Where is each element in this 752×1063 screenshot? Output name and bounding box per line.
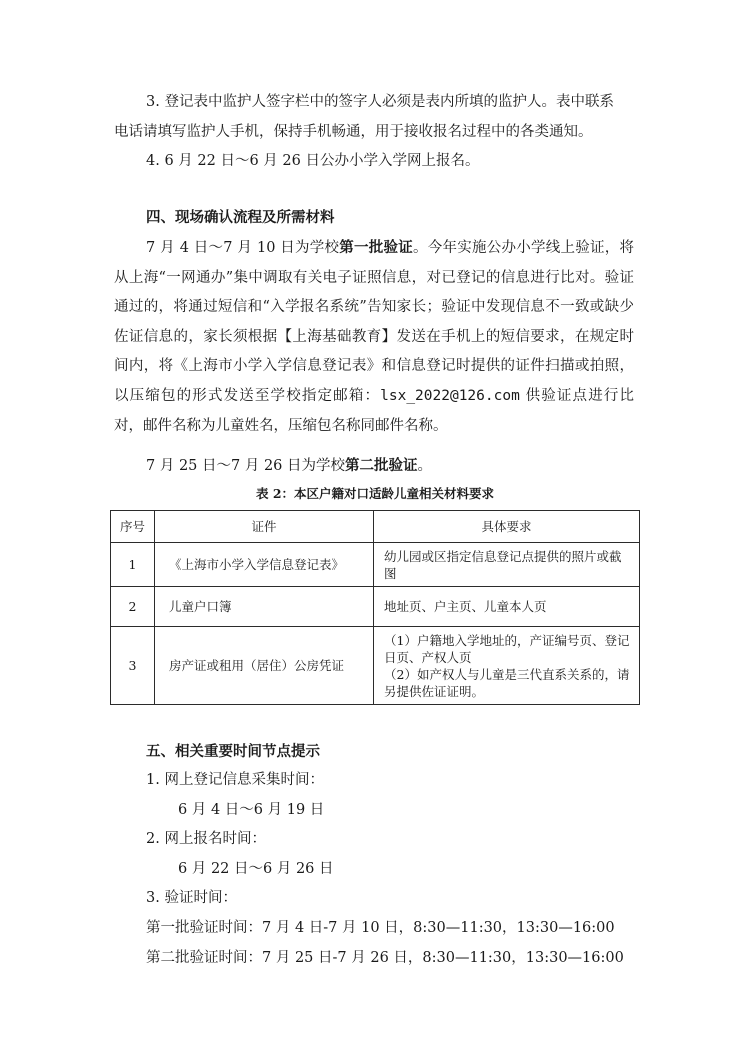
- second-batch-paragraph: [146, 456, 432, 476]
- verification-time-label: 3. 验证时间：: [146, 890, 237, 906]
- para1-pre: 7 月 4 日～7 月 10 日为学校: [146, 240, 340, 256]
- online-registration-dates: 6 月 4 日～6 月 19 日: [178, 802, 325, 818]
- first-batch-label: 第一批验证: [339, 239, 414, 256]
- para2-tail: 。: [417, 458, 433, 474]
- online-registration-label: 1. 网上登记信息采集时间：: [146, 772, 324, 788]
- table-row: [111, 587, 640, 627]
- row-requirement: [374, 627, 640, 705]
- section5-heading: 五、相关重要时间节点提示: [146, 743, 320, 760]
- verification-paragraph: [114, 233, 634, 441]
- header-requirement: 具体要求: [374, 511, 640, 543]
- row-requirement: 地址页、户主页、儿童本人页: [374, 587, 640, 627]
- header-number: 序号: [111, 511, 155, 543]
- para2-pre: 7 月 25 日～7 月 26 日为学校: [146, 458, 346, 474]
- requirement-line-1: （1）户籍地入学地址的，产证编号页、登记日页、产权人页: [384, 632, 630, 665]
- item3-line2: 电话请填写监护人手机，保持手机畅通，用于接收报名过程中的各类通知。: [114, 124, 593, 140]
- row-requirement: 幼儿园或区指定信息登记点提供的照片或截图: [374, 543, 640, 587]
- table-row: [111, 543, 640, 587]
- row-document: 儿童户口簿: [155, 587, 374, 627]
- table-row: [111, 627, 640, 705]
- row-number: 1: [111, 543, 155, 587]
- school-email: lsx_2022@126.com: [380, 387, 520, 404]
- second-batch-time: 第二批验证时间：7 月 25 日-7 月 26 日，8:30—11:30，13:30—16:00: [146, 950, 624, 966]
- table-caption: 表 2：本区户籍对口适龄儿童相关材料要求: [255, 486, 495, 501]
- row-document: 房产证或租用（居住）公房凭证: [155, 627, 374, 705]
- second-batch-label: 第二批验证: [345, 457, 418, 474]
- section4-heading: 四、现场确认流程及所需材料: [146, 209, 335, 226]
- para1-rest: 。今年实施公办小学线上验证，将从上海“一网通办”集中调取有关电子证照信息，对已登记的信息进行比对。验证通过的，将通过短信和“入学报名系统”告知家长；验证中发现信息不一致或缺少佐证信息的，家长须根据【上海基础教育】发送在手机上的短信要求，在规定时间内，将《上海市小学入学信息登记表》和信息登记时提供的证件扫描或拍照，以压缩包的形式发送至学校指定邮箱：: [114, 240, 635, 404]
- online-application-label: 2. 网上报名时间：: [146, 831, 266, 847]
- para1-tail: 供验证点进行比对，邮件名称为儿童姓名，压缩包名称同邮件名称。: [114, 387, 635, 434]
- table-header-row: [111, 511, 640, 543]
- item4: 4. 6 月 22 日～6 月 26 日公办小学入学网上报名。: [146, 153, 480, 169]
- materials-table: [110, 510, 640, 705]
- requirement-line-2: （2）如产权人与儿童是三代直系关系的，请另提供佐证证明。: [384, 666, 630, 699]
- first-batch-time: 第一批验证时间：7 月 4 日-7 月 10 日，8:30—11:30，13:30—16:00: [146, 920, 615, 936]
- online-application-dates: 6 月 22 日～6 月 26 日: [178, 861, 334, 877]
- header-document: 证件: [155, 511, 374, 543]
- item3-line1: 3. 登记表中监护人签字栏中的签字人必须是表内所填的监护人。表中联系: [146, 94, 614, 110]
- row-document: 《上海市小学入学信息登记表》: [155, 543, 374, 587]
- row-number: 2: [111, 587, 155, 627]
- row-number: 3: [111, 627, 155, 705]
